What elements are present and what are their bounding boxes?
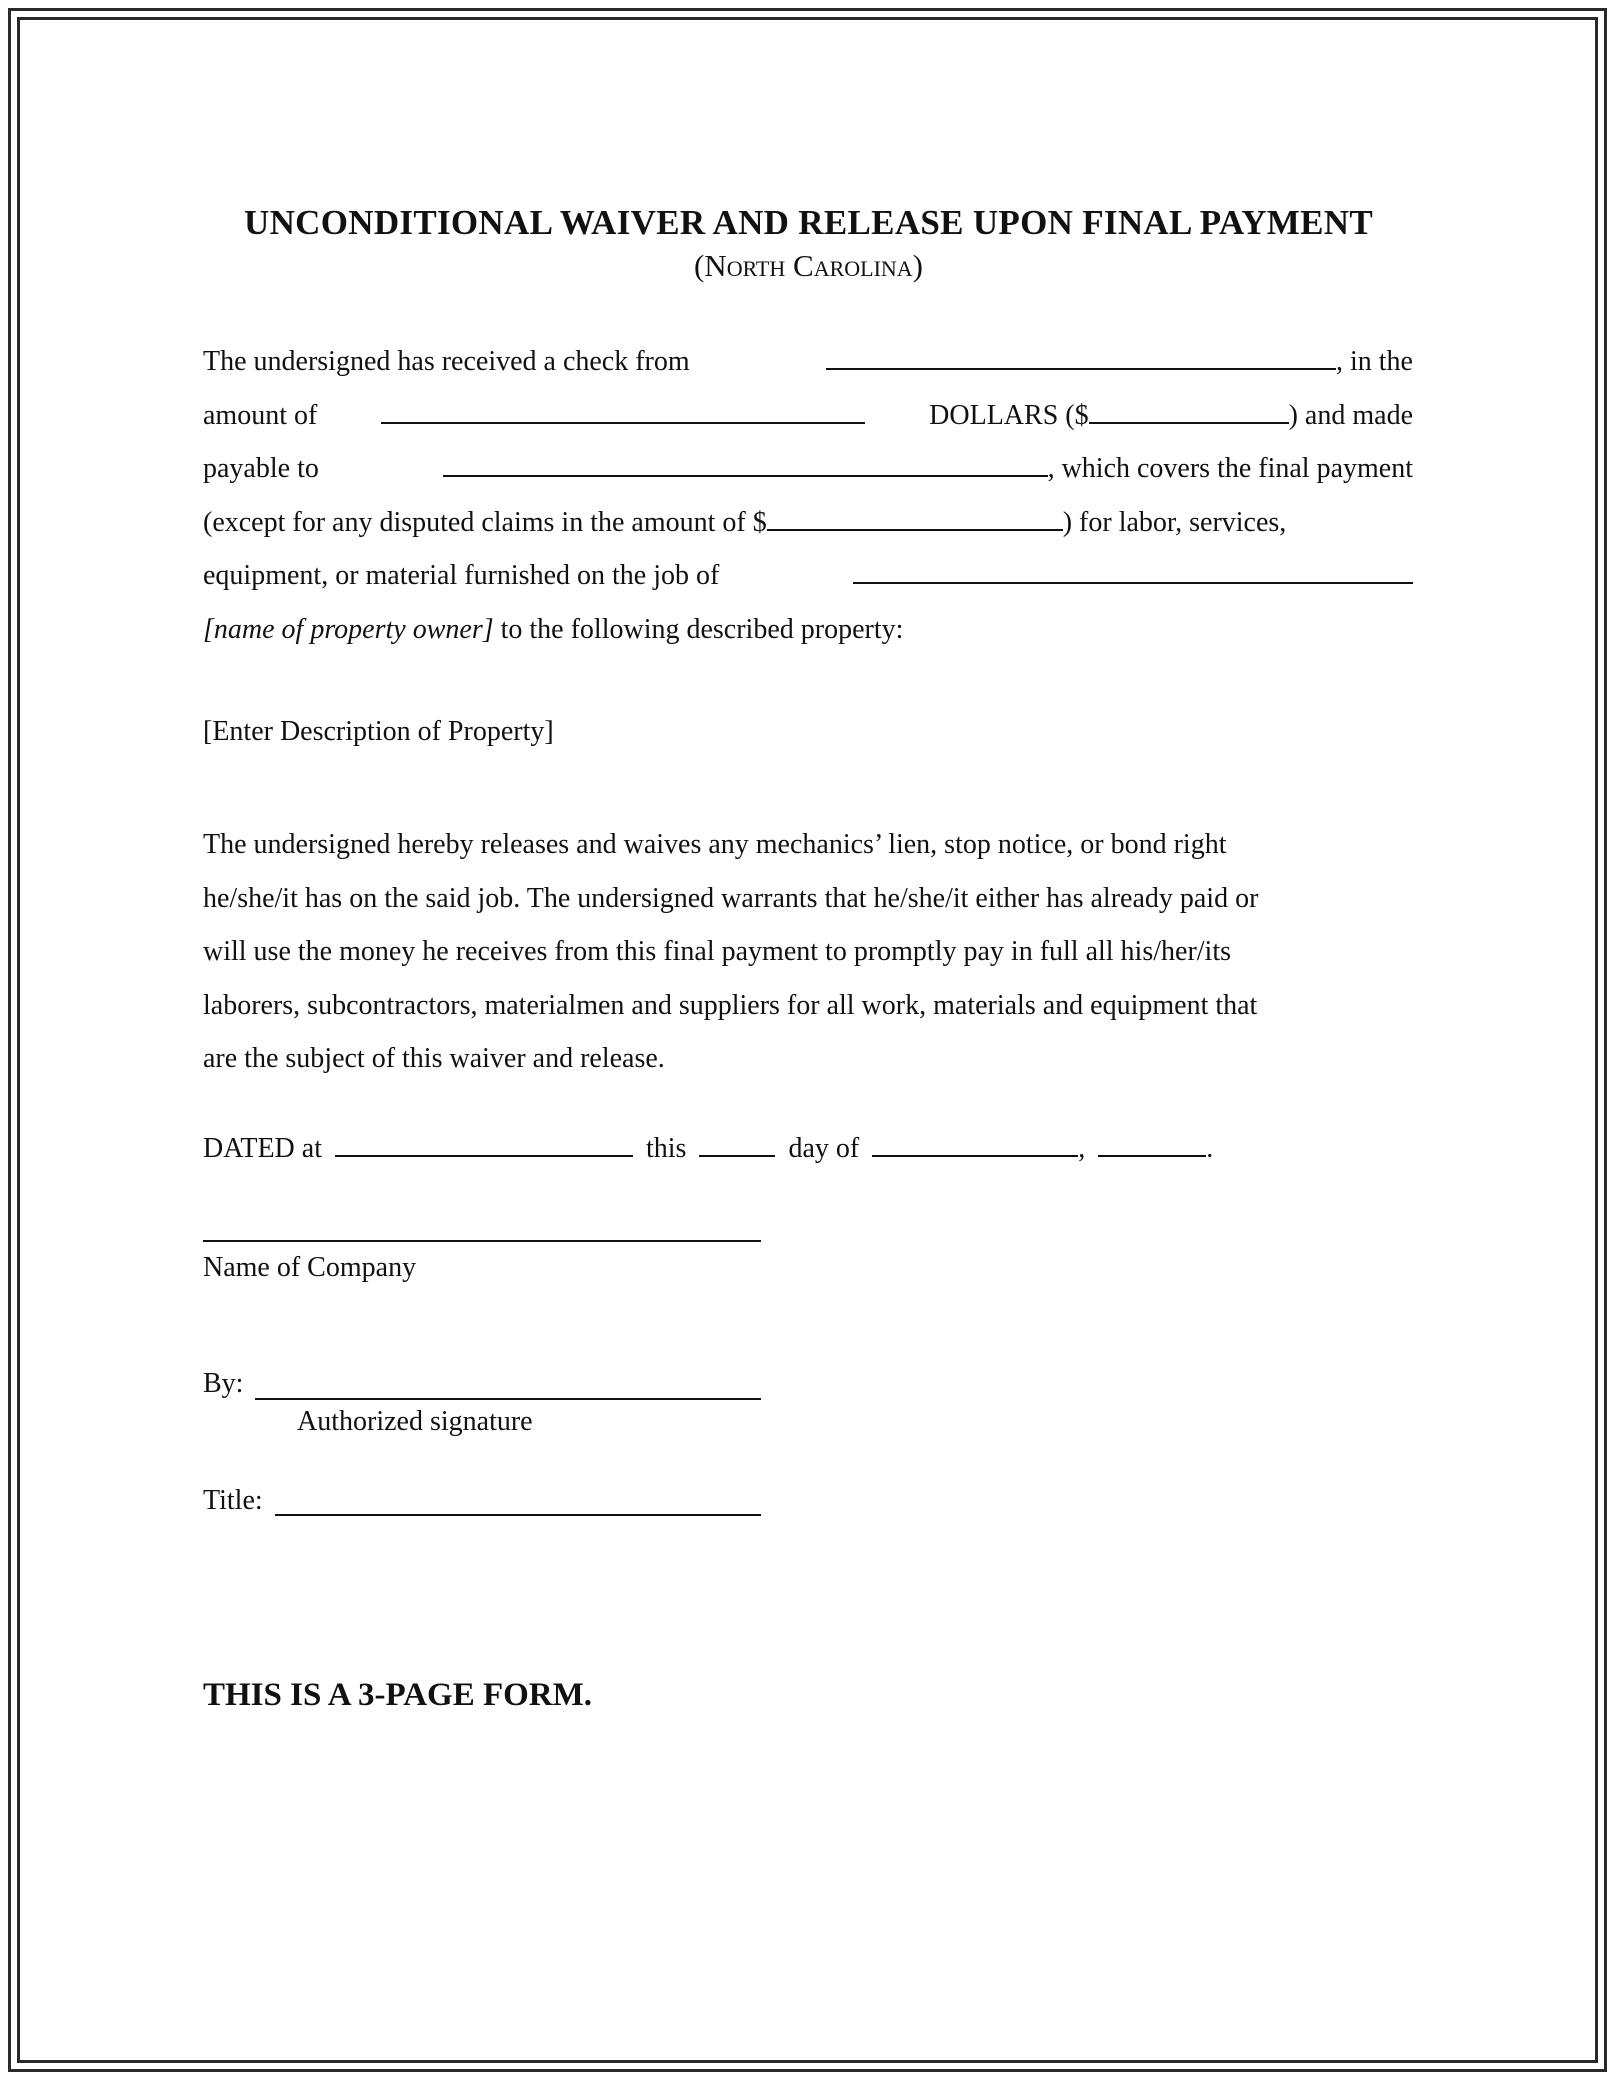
text-dated-at: DATED at <box>203 1133 322 1164</box>
text-and-made: ) and made <box>1288 399 1413 431</box>
text-labor-services: ) for labor, services, <box>1062 506 1287 538</box>
company-signature-line[interactable] <box>203 1240 761 1242</box>
text-comma: , <box>1078 1133 1086 1164</box>
dated-month-blank[interactable] <box>872 1154 1078 1157</box>
payee-blank[interactable] <box>443 474 1048 477</box>
document-subtitle: (North Carolina) <box>693 248 924 283</box>
release-line-3: will use the money he receives from this final payment to promptly pay in full all his/her/its <box>203 936 1232 968</box>
text-final-payment: , which covers the final payment <box>1047 453 1413 485</box>
text-day-of: day of <box>788 1133 860 1164</box>
text-dollars: DOLLARS ($ <box>929 399 1089 431</box>
disputed-amount-blank[interactable] <box>767 528 1063 531</box>
text-payable-to: payable to <box>203 453 319 485</box>
text-in-the: , in the <box>1336 346 1413 377</box>
document-title: UNCONDITIONAL WAIVER AND RELEASE UPON FINAL PAYMENT <box>244 203 1373 242</box>
by-label: By: <box>203 1368 244 1399</box>
dated-year-blank[interactable] <box>1098 1154 1206 1157</box>
amount-dollars-blank[interactable] <box>1089 421 1289 424</box>
company-label: Name of Company <box>203 1252 417 1283</box>
release-line-5: are the subject of this waiver and release. <box>203 1043 665 1075</box>
authorized-signature-line[interactable] <box>255 1398 761 1400</box>
release-line-4: laborers, subcontractors, materialmen and suppliers for all work, materials and equipment that <box>203 989 1258 1021</box>
release-paragraph <box>203 818 1413 1086</box>
dated-place-blank[interactable] <box>335 1154 633 1157</box>
text-property-owner-hint: [name of property owner] <box>203 613 494 645</box>
text-received-check: The undersigned has received a check from <box>203 346 690 377</box>
release-line-1: The undersigned hereby releases and waives any mechanics’ lien, stop notice, or bond right <box>203 829 1227 860</box>
text-described-property: to the following described property: <box>493 613 904 645</box>
job-owner-blank[interactable] <box>853 581 1413 584</box>
payer-blank[interactable] <box>826 367 1336 370</box>
text-disputed-claims: (except for any disputed claims in the amount of $ <box>203 506 767 538</box>
title-signature-line[interactable] <box>275 1514 761 1516</box>
authorized-signature-label: Authorized signature <box>297 1406 533 1437</box>
page-count-note: THIS IS A 3-PAGE FORM. <box>203 1677 593 1713</box>
amount-words-blank[interactable] <box>381 421 865 424</box>
dated-line <box>203 1133 1213 1165</box>
payment-paragraph <box>203 335 1413 657</box>
property-description-placeholder[interactable]: [Enter Description of Property] <box>203 716 554 747</box>
release-line-2: he/she/it has on the said job. The undersigned warrants that he/she/it either has already paid or <box>203 882 1259 914</box>
text-material-furnished: equipment, or material furnished on the job of <box>203 560 720 592</box>
text-period: . <box>1206 1133 1214 1164</box>
text-this: this <box>645 1133 687 1164</box>
text-amount-of: amount of <box>203 399 318 431</box>
title-label: Title: <box>203 1485 263 1516</box>
dated-day-blank[interactable] <box>699 1154 775 1157</box>
